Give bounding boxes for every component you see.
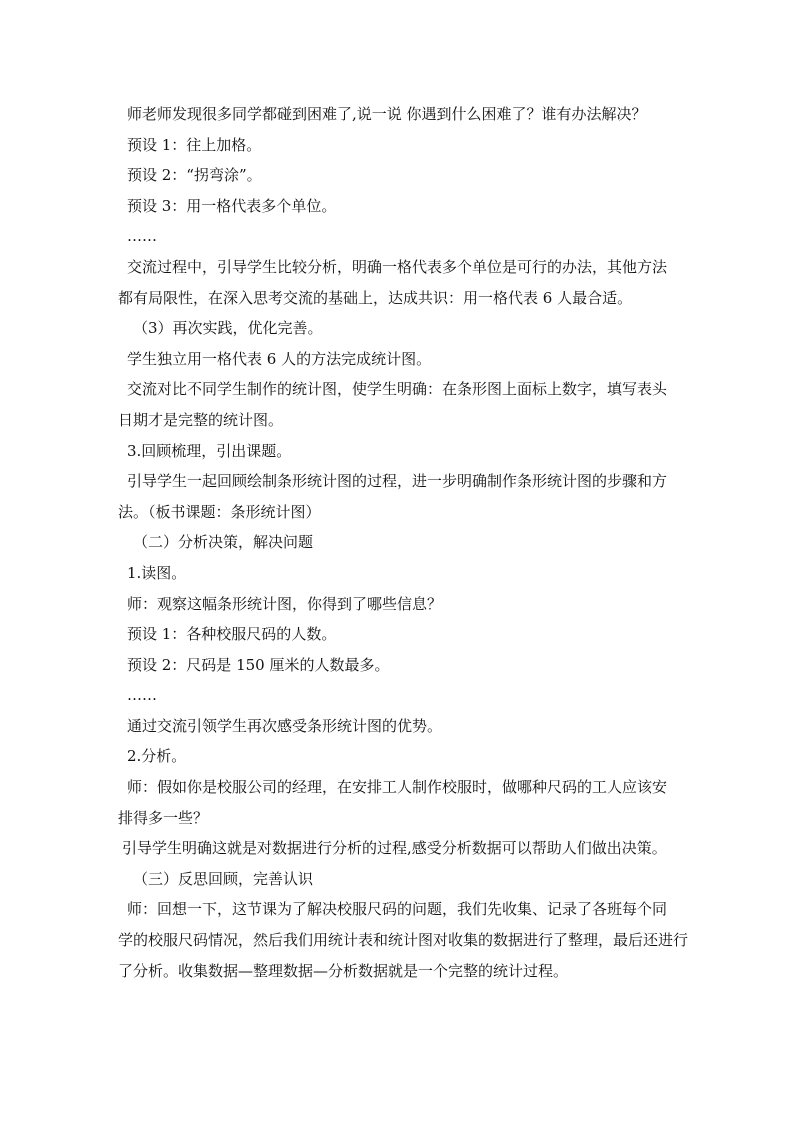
paragraph-line: 引导学生明确这就是对数据进行分析的过程,感受分析数据可以帮助人们做出决策。	[122, 839, 667, 858]
paragraph-line: 交流过程中，引导学生比较分析，明确一格代表多个单位是可行的办法，其他方法	[127, 257, 668, 276]
paragraph-line: 通过交流引领学生再次感受条形统计图的优势。	[127, 716, 443, 735]
paragraph-line: 了分析。收集数据—整理数据—分析数据就是一个完整的统计过程。	[118, 961, 569, 980]
ellipsis-line: ……	[127, 227, 157, 246]
paragraph-line: 学生独立用一格代表 6 人的方法完成统计图。	[127, 349, 432, 368]
paragraph-line: 排得多一些？	[118, 808, 209, 827]
section-heading: （三）反思回顾，完善认识	[133, 869, 314, 888]
paragraph-line: 预设 2：“拐弯涂”。	[127, 166, 262, 185]
paragraph-line: 引导学生一起回顾绘制条形统计图的过程，进一步明确制作条形统计图的步骤和方	[127, 472, 668, 491]
paragraph-line: 预设 2：尺码是 150 厘米的人数最多。	[127, 655, 390, 674]
paragraph-line: 师老师发现很多同学都碰到困难了,说一说 你遇到什么困难了？谁有办法解决？	[127, 105, 647, 123]
paragraph-line: 法。（板书课题：条形统计图）	[118, 502, 321, 521]
section-heading: 2.分析。	[127, 747, 187, 766]
section-heading: 3.回顾梳理，引出课题。	[127, 441, 292, 460]
ellipsis-line: ……	[127, 686, 157, 705]
paragraph-line: 预设 1：往上加格。	[127, 135, 262, 154]
paragraph-line: 学的校服尺码情况，然后我们用统计表和统计图对收集的数据进行了整理，最后还进行	[118, 931, 689, 950]
paragraph-line: 师：回想一下，这节课为了解决校服尺码的问题，我们先收集、记录了各班每个同	[127, 900, 668, 919]
paragraph-line: 预设 1：各种校服尺码的人数。	[127, 625, 337, 644]
paragraph-line: 师：假如你是校服公司的经理，在安排工人制作校服时，做哪种尺码的工人应该安	[127, 778, 668, 797]
paragraph-line: 都有局限性，在深入思考交流的基础上，达成共识：用一格代表 6 人最合适。	[118, 288, 633, 307]
section-heading: （3）再次实践，优化完善。	[133, 319, 323, 338]
paragraph-line: 师：观察这幅条形统计图，你得到了哪些信息？	[127, 594, 443, 613]
paragraph-line: 预设 3：用一格代表多个单位。	[127, 196, 337, 215]
section-heading: （二）分析决策，解决问题	[133, 533, 314, 552]
section-heading: 1.读图。	[127, 563, 187, 582]
paragraph-line: 交流对比不同学生制作的统计图，使学生明确：在条形图上面标上数字，填写表头	[127, 380, 668, 399]
paragraph-line: 日期才是完整的统计图。	[118, 410, 284, 429]
document-body	[118, 99, 689, 986]
